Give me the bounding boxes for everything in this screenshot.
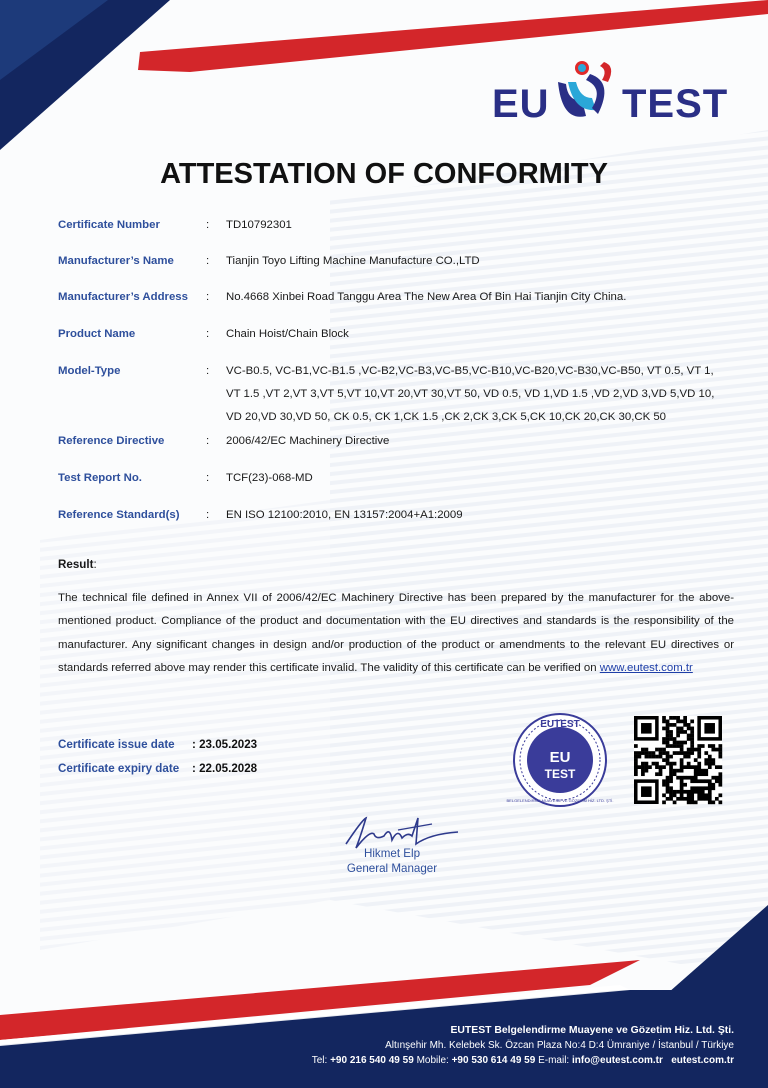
signer-name: Hikmet Elp <box>363 847 421 860</box>
verification-link[interactable]: www.eutest.com.tr <box>599 661 693 674</box>
footer-email-label: E-mail: <box>538 1055 570 1066</box>
seal-top-text: EUTEST <box>540 719 580 730</box>
footer-mobile: +90 530 614 49 59 <box>451 1055 536 1066</box>
footer-tel: +90 216 540 49 59 <box>330 1055 414 1066</box>
field-label: Model-Type <box>58 365 121 377</box>
field-label: Certificate Number <box>58 219 160 231</box>
field-label: Test Report No. <box>58 472 142 484</box>
expiry-date-row <box>58 759 257 779</box>
footer-email[interactable]: info@eutest.com.tr <box>571 1055 663 1066</box>
document-title: ATTESTATION OF CONFORMITY <box>160 158 608 190</box>
field-value: 2006/42/EC Machinery Directive <box>226 435 390 447</box>
expiry-date-value: : 22.05.2028 <box>192 762 258 775</box>
field-separator: : <box>206 328 210 340</box>
logo-emblem-icon <box>552 52 622 132</box>
field-separator: : <box>206 365 210 377</box>
signer-title: General Manager <box>346 862 438 875</box>
footer-address: Altınşehir Mh. Kelebek Sk. Özcan Plaza No:4 D:4 Ümraniye / İstanbul / Türkiye <box>385 1040 734 1051</box>
issue-date-value: : 23.05.2023 <box>192 738 258 751</box>
eutest-logo <box>490 52 729 132</box>
official-seal <box>506 712 614 808</box>
field-label: Reference Directive <box>58 435 165 447</box>
field-value: TD10792301 <box>226 219 292 231</box>
footer-contacts <box>312 1054 734 1068</box>
footer-company: EUTEST Belgelendirme Muayene ve Gözetim Hiz. Ltd. Şti. <box>450 1025 734 1036</box>
field-label: Reference Standard(s) <box>58 509 180 521</box>
field-label: Manufacturer’s Name <box>58 255 174 267</box>
field-model-type <box>58 360 738 430</box>
field-value: Tianjin Toyo Lifting Machine Manufacture CO.,LTD <box>226 255 480 267</box>
expiry-date-label: Certificate expiry date <box>58 762 180 775</box>
field-value-line: VC-B0.5, VC-B1,VC-B1.5 ,VC-B2,VC-B3,VC-B5,VC-B10,VC-B20,VC-B30,VC-B50, VT 0.5, VT 1, <box>226 365 714 377</box>
field-separator: : <box>206 219 210 231</box>
field-separator: : <box>206 291 210 303</box>
field-separator: : <box>206 435 210 447</box>
seal-center-eu: EU <box>549 749 571 766</box>
field-value: EN ISO 12100:2010, EN 13157:2004+A1:2009 <box>226 509 463 521</box>
issue-date-label: Certificate issue date <box>58 738 175 751</box>
result-paragraph <box>58 587 734 680</box>
field-value: Chain Hoist/Chain Block <box>226 328 349 340</box>
field-label: Manufacturer’s Address <box>58 291 188 303</box>
result-text: The technical file defined in Annex VII of 2006/42/EC Machinery Directive has been prepared by the manufacturer for the above-mentioned product. Compliance of the product and documentation with the EU directives and standards is the responsibility of the manufacturer. Any significant changes in design and/or production of the product or amendments to the relevant EU directives or standards referred above may render this certificate invalid. The validity of this certificate can be verified on <box>58 592 734 674</box>
footer-tel-label: Tel: <box>311 1055 328 1066</box>
field-value-line: VT 1.5 ,VT 2,VT 3,VT 5,VT 10,VT 20,VT 30,VT 50, VD 0.5, VD 1,VD 1.5 ,VD 2,VD 3,VD 5,VD 10, <box>226 388 715 400</box>
seal-ring-text: BELGELENDİRME MUAYENE VE GÖZETİM HİZ. LTD. ŞTİ. <box>506 798 614 803</box>
footer-mobile-label: Mobile: <box>416 1055 449 1066</box>
field-label: Product Name <box>58 328 136 340</box>
logo-text-eu: EU <box>492 82 550 126</box>
qr-code[interactable] <box>634 716 722 804</box>
seal-center-test: TEST <box>544 767 576 781</box>
field-separator: : <box>206 509 210 521</box>
field-value: No.4668 Xinbei Road Tanggu Area The New Area Of Bin Hai Tianjin City China. <box>226 291 627 303</box>
field-value: TCF(23)-068-MD <box>226 472 313 484</box>
field-separator: : <box>206 255 210 267</box>
issue-date-row <box>58 735 257 755</box>
result-heading <box>58 558 97 571</box>
field-value-line: VD 20,VD 30,VD 50, CK 0.5, CK 1,CK 1.5 ,CK 2,CK 3,CK 5,CK 10,CK 20,CK 30,CK 50 <box>226 411 667 423</box>
field-separator: : <box>206 472 210 484</box>
result-heading-text: Result <box>58 558 94 571</box>
result-colon: : <box>93 558 97 571</box>
logo-text-test: TEST <box>622 82 729 126</box>
footer-website[interactable]: eutest.com.tr <box>671 1055 734 1066</box>
